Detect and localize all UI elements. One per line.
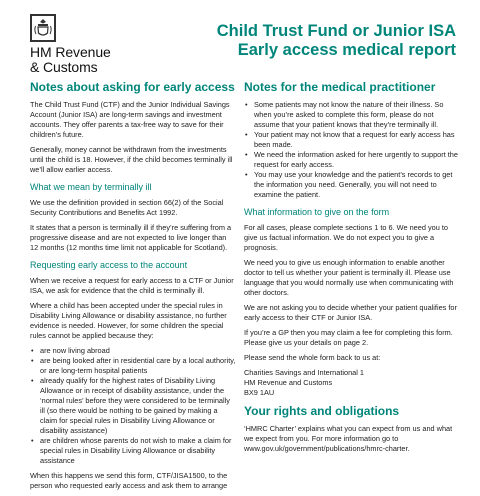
- right-bullet-item: • Some patients may not know the nature of their illness. So when you’re asked to complete this form, please do not assume that your patient knows that they’re terminally ill.: [254, 100, 458, 130]
- right-paragraph-5: Please send the whole form back to us at:: [244, 353, 381, 362]
- title-line-1: Child Trust Fund or Junior ISA: [216, 22, 456, 40]
- postal-address: [244, 368, 458, 398]
- right-paragraph-3: We are not asking you to decide whether your patient qualifies for early access to their CTF or Junior ISA.: [244, 303, 457, 322]
- left-bullet-item: • are children whose parents do not wish to make a claim for special rules in Disability Living Allowance or disability assistance: [40, 436, 236, 466]
- left-paragraph-4: It states that a person is terminally ill if they’re suffering from a progressive disease and are not expected to live longer than 12 months (12 months time limit not applicable for Scotland).: [30, 223, 232, 252]
- requesting-access-subheading: Requesting early access to the account: [30, 260, 188, 270]
- right-bullet-item: • Your patient may not know that a request for early access has been made.: [254, 130, 458, 150]
- left-bullet-item: • already qualify for the highest rates of Disability Living Allowance or in receipt of disability assistance, under the ‘normal rules’ before they were considered to be terminally ill (so there would be nothing to be gained by making a claim for special rules in Disability Living Allowance or disability assistance): [40, 376, 236, 436]
- address-line: BX9 1AU: [244, 388, 275, 397]
- address-line: HM Revenue and Customs: [244, 378, 333, 387]
- hmrc-logo: [30, 14, 140, 75]
- right-bullet-list: [244, 100, 458, 200]
- right-paragraph-1: For all cases, please complete sections 1 to 6. We need you to give us factual information. We do not expect you to give a prognosis.: [244, 223, 448, 252]
- left-paragraph-5: When we receive a request for early access to a CTF or Junior ISA, we ask for evidence that the child is terminally ill.: [30, 276, 234, 295]
- form-information-subheading: What information to give on the form: [244, 207, 390, 217]
- title-line-2: Early access medical report: [237, 41, 456, 59]
- right-bullet-item: • We need the information asked for here urgently to support the request for early access.: [254, 150, 458, 170]
- address-line: Charities Savings and International 1: [244, 368, 365, 377]
- right-heading: Notes for the medical practitioner: [244, 80, 436, 94]
- left-column: [30, 80, 236, 496]
- left-paragraph-3: We use the definition provided in section 66(2) of the Social Security Contributions and Benefits Act 1992.: [30, 198, 224, 217]
- right-paragraph-4: If you’re a GP then you may claim a fee for completing this form. Please give us your details on page 2.: [244, 328, 453, 347]
- form-title: [217, 22, 456, 60]
- right-paragraph-2: We need you to give us enough information to enable another doctor to tell us whether your patient is terminally ill. Please use language that you would normally use when communicating with other doctors.: [244, 258, 454, 297]
- right-paragraph-6: ‘HMRC Charter’ explains what you can expect from us and what we expect from you. For more information go to www.gov.uk/government/publications/hmrc-charter.: [244, 424, 453, 453]
- left-bullet-item: • are now living abroad: [40, 346, 236, 356]
- left-heading: Notes about asking for early access: [30, 80, 235, 94]
- left-paragraph-6: Where a child has been accepted under the special rules in Disability Living Allowance or disability assistance, no further evidence is needed. However, for some children the special rules cannot be applied because they:: [30, 301, 227, 340]
- left-bullet-list: [30, 346, 236, 466]
- left-bullet-item: • are being looked after in residential care by a local authority, or are long-term hospital patients: [40, 356, 236, 376]
- royal-crest-icon: [30, 14, 56, 42]
- rights-heading: Your rights and obligations: [244, 404, 400, 418]
- right-column: [244, 80, 458, 459]
- terminally-ill-subheading: What we mean by terminally ill: [30, 182, 152, 192]
- left-paragraph-1: The Child Trust Fund (CTF) and the Junior Individual Savings Account (Junior ISA) are long-term savings and investment accounts. They offer parents a tax-free way to save for their children’s future.: [30, 100, 230, 139]
- left-paragraph-2: Generally, money cannot be withdrawn from the investments until the child is 18. However, if the child becomes terminally ill we’ll allow earlier access.: [30, 145, 233, 174]
- left-paragraph-7: When this happens we send this form, CTF/JISA1500, to the person who requested early access and ask them to arrange: [30, 471, 228, 490]
- logo-line-1: HM Revenue: [30, 44, 111, 60]
- logo-line-2: & Customs: [30, 59, 98, 75]
- right-bullet-item: • You may use your knowledge and the patient’s records to get the information you need. Generally, you will not need to examine the patient.: [254, 170, 458, 200]
